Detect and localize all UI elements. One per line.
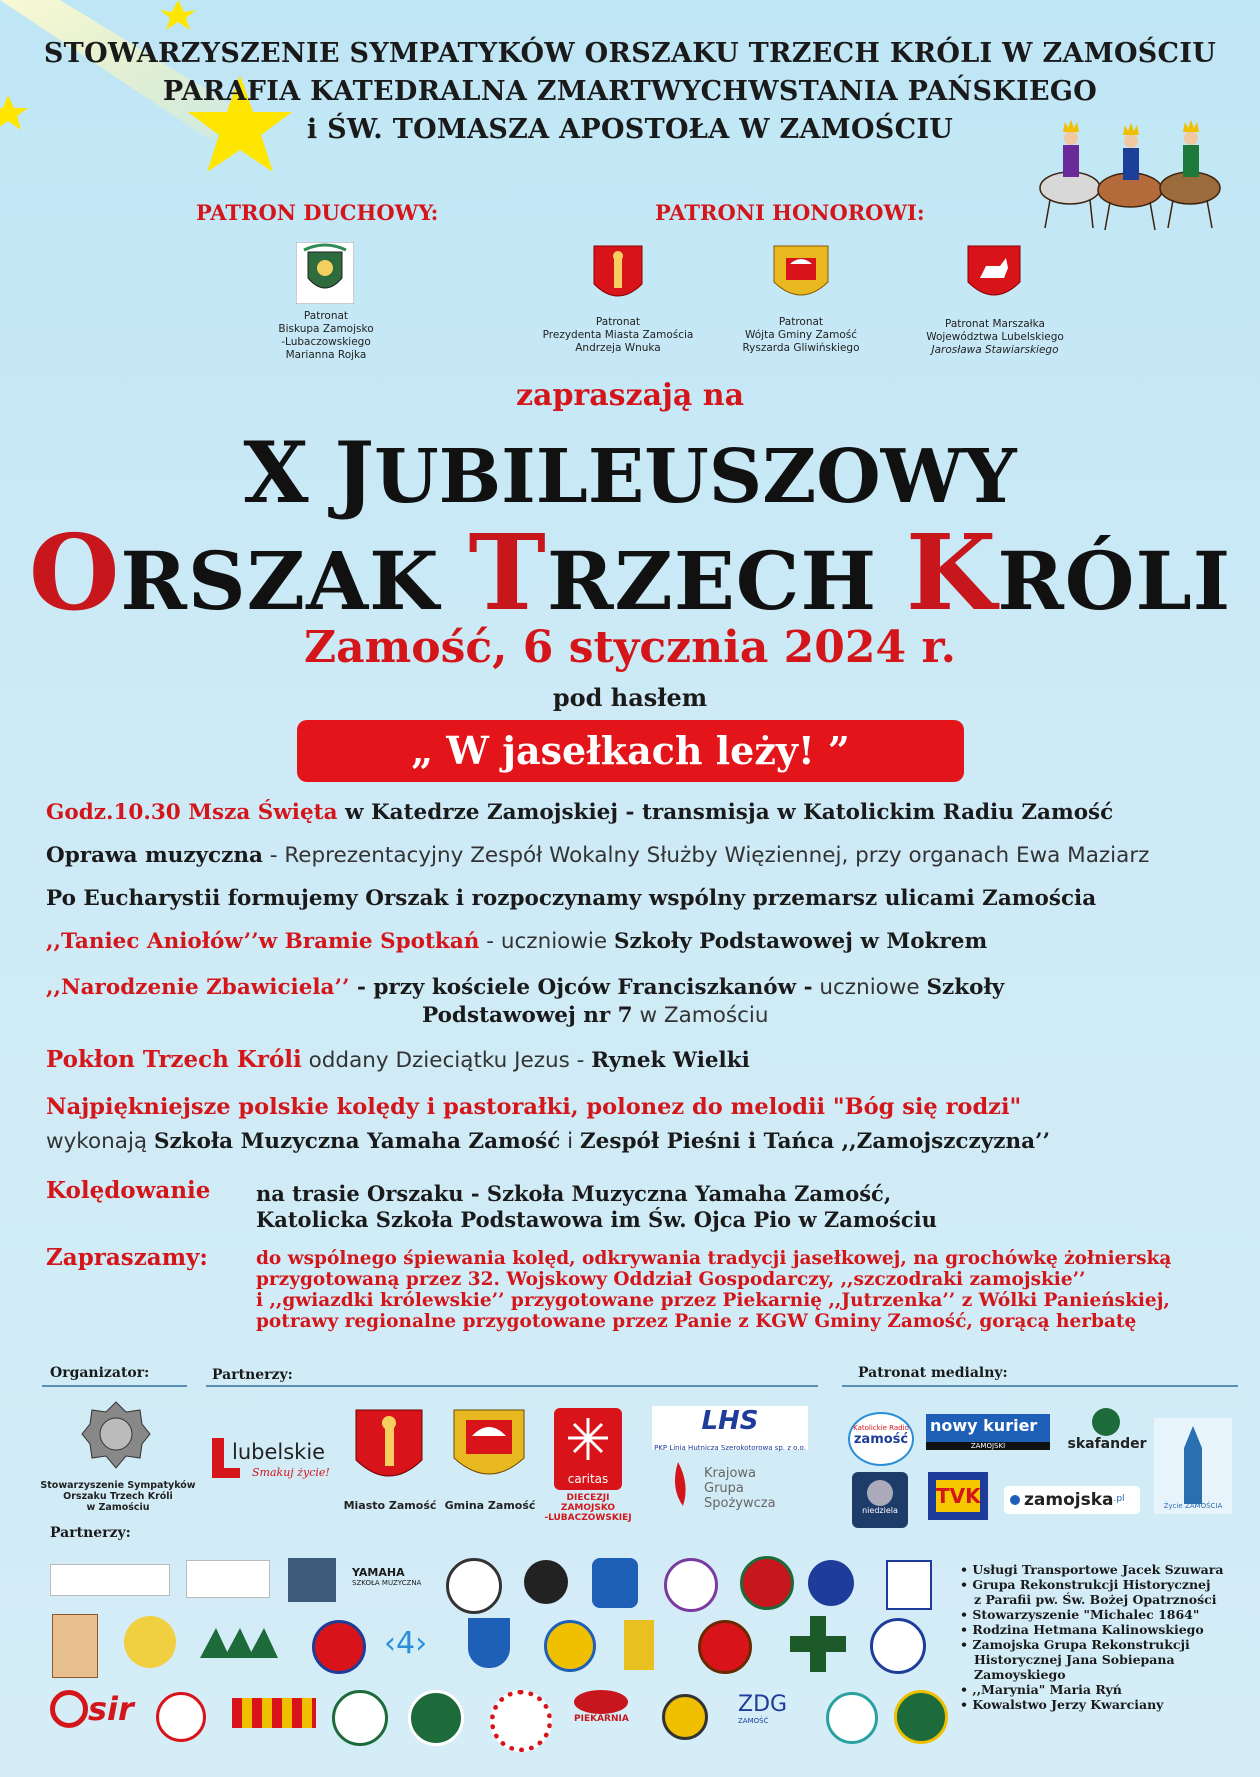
partner-logo-13 bbox=[124, 1616, 176, 1668]
program-line-nativity: ,,Narodzenie Zbawiciela’’ - przy kościele Ojców Franciszkanów - uczniowe Szkoły bbox=[46, 975, 1005, 1000]
program-line-angels: ,,Taniec Aniołów’’w Bramie Spotkań - uczniowie Szkoły Podstawowej w Mokrem bbox=[46, 929, 988, 954]
partner-logo-14-icon bbox=[200, 1628, 280, 1658]
partners-text-list bbox=[960, 1562, 1250, 1712]
caritas-caption: DIECEZJI ZAMOJSKO -LUBACZOWSKIEJ bbox=[544, 1493, 632, 1523]
partner-logo-11 bbox=[886, 1560, 932, 1610]
motto-label: pod hasłem bbox=[552, 683, 708, 712]
partner-logo-25 bbox=[232, 1698, 316, 1728]
title-line-1: X JUBILEUSZOWY bbox=[243, 423, 1017, 522]
program-line-mass: Godz.10.30 Msza Święta w Katedrze Zamojskiej - transmisja w Katolickim Radiu Zamość bbox=[46, 800, 1114, 825]
organizer-caption: Stowarzyszenie Sympatyków Orszaku Trzech Króli w Zamościu bbox=[40, 1480, 196, 1513]
partner-logo-7 bbox=[592, 1558, 638, 1608]
partner-logo-16: ‹4› bbox=[384, 1626, 428, 1661]
kgs-leaf-icon bbox=[668, 1458, 698, 1508]
gmina-caption: Gmina Zamość bbox=[444, 1499, 536, 1512]
program-line-carols-performers: wykonają Szkoła Muzyczna Yamaha Zamość i Zespół Pieśni i Tańca ,,Zamojszczyzna’’ bbox=[46, 1129, 1050, 1154]
partner-logo-10 bbox=[808, 1560, 854, 1606]
zdg-logo: ZDG ZAMOŚĆ bbox=[738, 1692, 788, 1725]
partners-2-label: Partnerzy: bbox=[50, 1525, 131, 1541]
program-line-caroling: Kolędowanie bbox=[46, 1177, 211, 1204]
osir-logo: sir bbox=[50, 1690, 136, 1730]
partner-text-item: z Parafii pw. Św. Bożej Opatrzności bbox=[974, 1592, 1217, 1607]
partner-logo-8 bbox=[664, 1558, 718, 1612]
zamojska-pl-logo: zamojska.pl bbox=[1004, 1486, 1140, 1514]
organizer-label: Organizator: bbox=[50, 1365, 150, 1381]
partner-logo-33 bbox=[894, 1690, 948, 1744]
kgs-logo-text: Krajowa Grupa Spożywcza bbox=[704, 1466, 776, 1511]
parafia-katedralna-logo bbox=[50, 1564, 170, 1596]
gmina-zamosc-shield-icon bbox=[452, 1408, 526, 1486]
partner-logo-24 bbox=[156, 1692, 206, 1742]
partner-logo-15 bbox=[312, 1620, 366, 1674]
partner-text-item: • Grupa Rekonstrukcji Historycznej bbox=[960, 1577, 1211, 1592]
lubelskie-logo: lubelskie Smakuj życie! bbox=[212, 1438, 334, 1484]
nowy-kurier-logo: nowy kurier ZAMOJSKI bbox=[926, 1414, 1050, 1450]
gmina-coat-of-arms-icon bbox=[772, 244, 830, 304]
miasto-zamosc-shield-icon bbox=[354, 1408, 424, 1488]
lhs-logo: LHS bbox=[652, 1406, 808, 1450]
program-line-homage: Pokłon Trzech Króli oddany Dzieciątku Jezus - Rynek Wielki bbox=[46, 1046, 750, 1073]
partner-logo-27 bbox=[408, 1690, 464, 1746]
partner-text-item: • Kowalstwo Jerzy Kwarciany bbox=[960, 1697, 1164, 1712]
caritas-cross-icon bbox=[554, 1408, 622, 1468]
partner-logo-21-cross-icon bbox=[790, 1616, 846, 1672]
media-label: Patronat medialny: bbox=[858, 1365, 1008, 1381]
partner-text-item: • ,,Marynia" Maria Ryń bbox=[960, 1682, 1122, 1697]
partner-logo-12 bbox=[52, 1614, 98, 1678]
partner-text-item: Zamoyskiego bbox=[974, 1667, 1066, 1682]
partner-logo-26 bbox=[332, 1690, 388, 1746]
partner-logo-3 bbox=[288, 1558, 336, 1602]
piekarnia-logo: PIEKARNIA bbox=[574, 1690, 628, 1740]
partner-text-item: • Rodzina Hetmana Kalinowskiego bbox=[960, 1622, 1204, 1637]
miasto-caption: Miasto Zamość bbox=[343, 1499, 437, 1512]
partner-text-item: • Stowarzyszenie "Michalec 1864" bbox=[960, 1607, 1200, 1622]
patron-caption-bishop: Patronat Biskupa Zamojsko -Lubaczowskiego Marianna Rojka bbox=[278, 310, 374, 361]
skafander-logo: skafander bbox=[1064, 1408, 1150, 1464]
patron-spiritual-label: PATRON DUCHOWY: bbox=[196, 200, 439, 225]
partner-logo-17 bbox=[468, 1618, 510, 1668]
lubelskie-coat-of-arms-icon bbox=[966, 244, 1022, 304]
katolickie-radio-logo: Katolickie Radio zamość bbox=[848, 1412, 914, 1466]
header-line-3: i ŚW. TOMASZA APOSTOŁA W ZAMOŚCIU bbox=[306, 114, 954, 145]
partners-label: Partnerzy: bbox=[212, 1367, 293, 1383]
partner-text-item: Historycznej Jana Sobiepana bbox=[974, 1652, 1175, 1667]
program-line-invite-detail: do wspólnego śpiewania kolęd, odkrywania tradycji jasełkowej, na grochówkę żołnierską przygotowaną przez 32. Wojskowy Oddział Gospodarczy, ,,szczodraki zamojskie’’ i ,,gwiazdki królewskie’’ przygotowane przez Piekarnię ,,Jutrzenka’’ z Wólki Panieńskiej, potrawy regionalne przygotowane przez Panie z KGW Gminy Zamość, gorącą herbatę bbox=[256, 1248, 1172, 1332]
title-line-2: ORSZAK TRZECH KRÓLI bbox=[28, 511, 1232, 634]
patron-honorary-label: PATRONI HONOROWI: bbox=[655, 200, 925, 225]
partner-logo-30 bbox=[662, 1694, 708, 1740]
media-rule bbox=[842, 1385, 1238, 1387]
lhs-caption: PKP Linia Hutnicza Szerokotorowa sp. z o.o. bbox=[654, 1444, 806, 1452]
partner-logo-18 bbox=[544, 1620, 596, 1672]
partner-logo-19 bbox=[624, 1620, 654, 1670]
zamosc-city-coat-of-arms-icon bbox=[592, 244, 644, 306]
patron-caption-city: Patronat Prezydenta Miasta Zamościa Andrzeja Wnuka bbox=[542, 316, 694, 354]
organizer-logo-icon bbox=[80, 1400, 152, 1470]
slogan-banner: „ W jasełkach leży! ” bbox=[297, 720, 964, 782]
program-line-music: Oprawa muzyczna - Reprezentacyjny Zespół Wokalny Służby Więziennej, przy organach Ewa Maziarz bbox=[46, 843, 1150, 868]
niedziela-logo: niedziela bbox=[852, 1472, 908, 1528]
header-line-2: PARAFIA KATEDRALNA ZMARTWYCHWSTANIA PAŃSKIEGO bbox=[162, 76, 1098, 107]
yamaha-logo: YAMAHA SZKOŁA MUZYCZNA bbox=[352, 1566, 422, 1587]
invite-text: zapraszają na bbox=[515, 378, 745, 413]
organizer-rule bbox=[42, 1385, 187, 1387]
program-line-procession: Po Eucharystii formujemy Orszak i rozpoczynamy wspólny przemarsz ulicami Zamościa bbox=[46, 886, 1097, 911]
program-line-carols: Najpiękniejsze polskie kolędy i pastorałki, polonez do melodii "Bóg się rodzi" bbox=[46, 1094, 1022, 1120]
partner-text-item: • Usługi Transportowe Jacek Szuwara bbox=[960, 1562, 1224, 1577]
partner-logo-22 bbox=[870, 1618, 926, 1674]
partner-logo-5 bbox=[446, 1558, 502, 1614]
partner-logo-6 bbox=[524, 1560, 568, 1604]
program-line-caroling-detail: na trasie Orszaku - Szkoła Muzyczna Yamaha Zamość, Katolicka Szkoła Podstawowa im Św. Ojca Pio w Zamościu bbox=[256, 1181, 937, 1232]
partner-logo-32 bbox=[826, 1692, 878, 1744]
program-line-nativity-cont: Podstawowej nr 7 w Zamościu bbox=[422, 1003, 769, 1028]
patron-caption-gmina: Patronat Wójta Gminy Zamość Ryszarda Gliwińskiego bbox=[742, 316, 860, 354]
caritas-logo: caritas bbox=[554, 1408, 622, 1490]
patron-caption-marshal: Patronat Marszałka Województwa Lubelskiego Jarosława Stawiarskiego bbox=[926, 318, 1064, 356]
tvk-logo: TVK bbox=[928, 1472, 988, 1520]
partner-logo-2 bbox=[186, 1560, 270, 1598]
header-line-1: STOWARZYSZENIE SYMPATYKÓW ORSZAKU TRZECH KRÓLI W ZAMOŚCIU bbox=[43, 38, 1217, 69]
partner-logo-9 bbox=[740, 1556, 794, 1610]
bishop-coat-of-arms-icon bbox=[296, 242, 354, 304]
event-date: Zamość, 6 stycznia 2024 r. bbox=[304, 622, 956, 673]
program-line-invite: Zapraszamy: bbox=[46, 1244, 208, 1271]
zycie-zamoscia-caption: Życie ZAMOŚCIA bbox=[1163, 1502, 1223, 1510]
partner-text-item: • Zamojska Grupa Rekonstrukcji bbox=[960, 1637, 1190, 1652]
partner-logo-20 bbox=[698, 1620, 752, 1674]
three-kings-illustration bbox=[1025, 110, 1235, 235]
partners-rule bbox=[206, 1385, 818, 1387]
partner-logo-28 bbox=[490, 1690, 552, 1752]
